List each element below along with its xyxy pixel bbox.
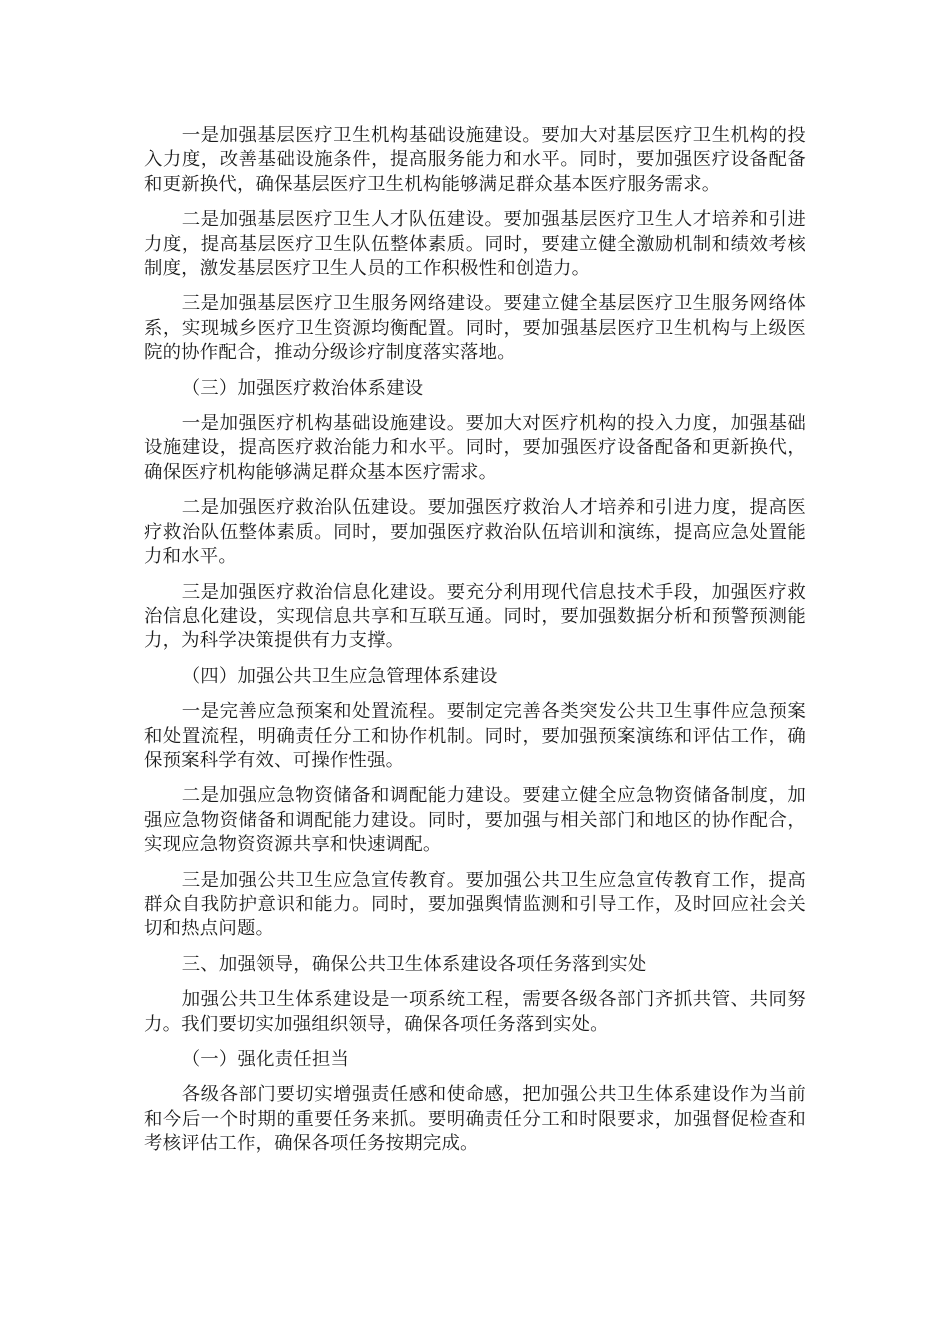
paragraph-emergency-plans: 一是完善应急预案和处置流程。要制定完善各类突发公共卫生事件应急预案和处置流程，明确责任分工和协作机制。同时，要加强预案演练和评估工作，确保预案科学有效、可操作性强。 (144, 701, 806, 771)
section-heading-responsibility: （一）强化责任担当 (181, 1049, 350, 1070)
paragraph-primary-facility: 一是加强基层医疗卫生机构基础设施建设。要加大对基层医疗卫生机构的投入力度，改善基础设施条件，提高服务能力和水平。同时，要加强医疗设备配备和更新换代，确保基层医疗卫生机构能够满足群众基本医疗服务需求。 (144, 125, 806, 195)
paragraph-treatment-team: 二是加强医疗救治队伍建设。要加强医疗救治人才培养和引进力度，提高医疗救治队伍整体素质。同时，要加强医疗救治队伍培训和演练，提高应急处置能力和水平。 (144, 497, 806, 568)
paragraph-primary-network: 三是加强基层医疗卫生服务网络建设。要建立健全基层医疗卫生服务网络体系，实现城乡医疗卫生资源均衡配置。同时，要加强基层医疗卫生机构与上级医院的协作配合，推动分级诊疗制度落实落地。 (144, 293, 806, 364)
paragraph-emergency-education: 三是加强公共卫生应急宣传教育。要加强公共卫生应急宣传教育工作，提高群众自我防护意识和能力。同时，要加强舆情监测和引导工作，及时回应社会关切和热点问题。 (144, 869, 806, 940)
paragraph-emergency-supplies: 二是加强应急物资储备和调配能力建设。要建立健全应急物资储备制度，加强应急物资储备和调配能力建设。同时，要加强与相关部门和地区的协作配合，实现应急物资资源共享和快速调配。 (144, 785, 806, 856)
paragraph-responsibility: 各级各部门要切实增强责任感和使命感，把加强公共卫生体系建设作为当前和今后一个时期的重要任务来抓。要明确责任分工和时限要求，加强督促检查和考核评估工作，确保各项任务按期完成。 (144, 1084, 806, 1155)
document-page (144, 124, 806, 1168)
paragraph-primary-talent: 二是加强基层医疗卫生人才队伍建设。要加强基层医疗卫生人才培养和引进力度，提高基层医疗卫生队伍整体素质。同时，要建立健全激励机制和绩效考核制度，激发基层医疗卫生人员的工作积极性和创造力。 (144, 209, 806, 280)
paragraph-treatment-facility: 一是加强医疗机构基础设施建设。要加大对医疗机构的投入力度，加强基础设施建设，提高医疗救治能力和水平。同时，要加强医疗设备配备和更新换代，确保医疗机构能够满足群众基本医疗需求。 (144, 413, 806, 483)
section-heading-treatment-system: （三）加强医疗救治体系建设 (181, 377, 424, 399)
section-heading-emergency-management: （四）加强公共卫生应急管理体系建设 (181, 665, 498, 687)
chapter-heading-leadership: 三、加强领导，确保公共卫生体系建设各项任务落到实处 (181, 953, 647, 975)
paragraph-leadership-intro: 加强公共卫生体系建设是一项系统工程，需要各级各部门齐抓共管、共同努力。我们要切实加强组织领导，确保各项任务落到实处。 (144, 989, 806, 1035)
paragraph-treatment-it: 三是加强医疗救治信息化建设。要充分利用现代信息技术手段，加强医疗救治信息化建设，实现信息共享和互联互通。同时，要加强数据分析和预警预测能力，为科学决策提供有力支撑。 (144, 581, 806, 652)
